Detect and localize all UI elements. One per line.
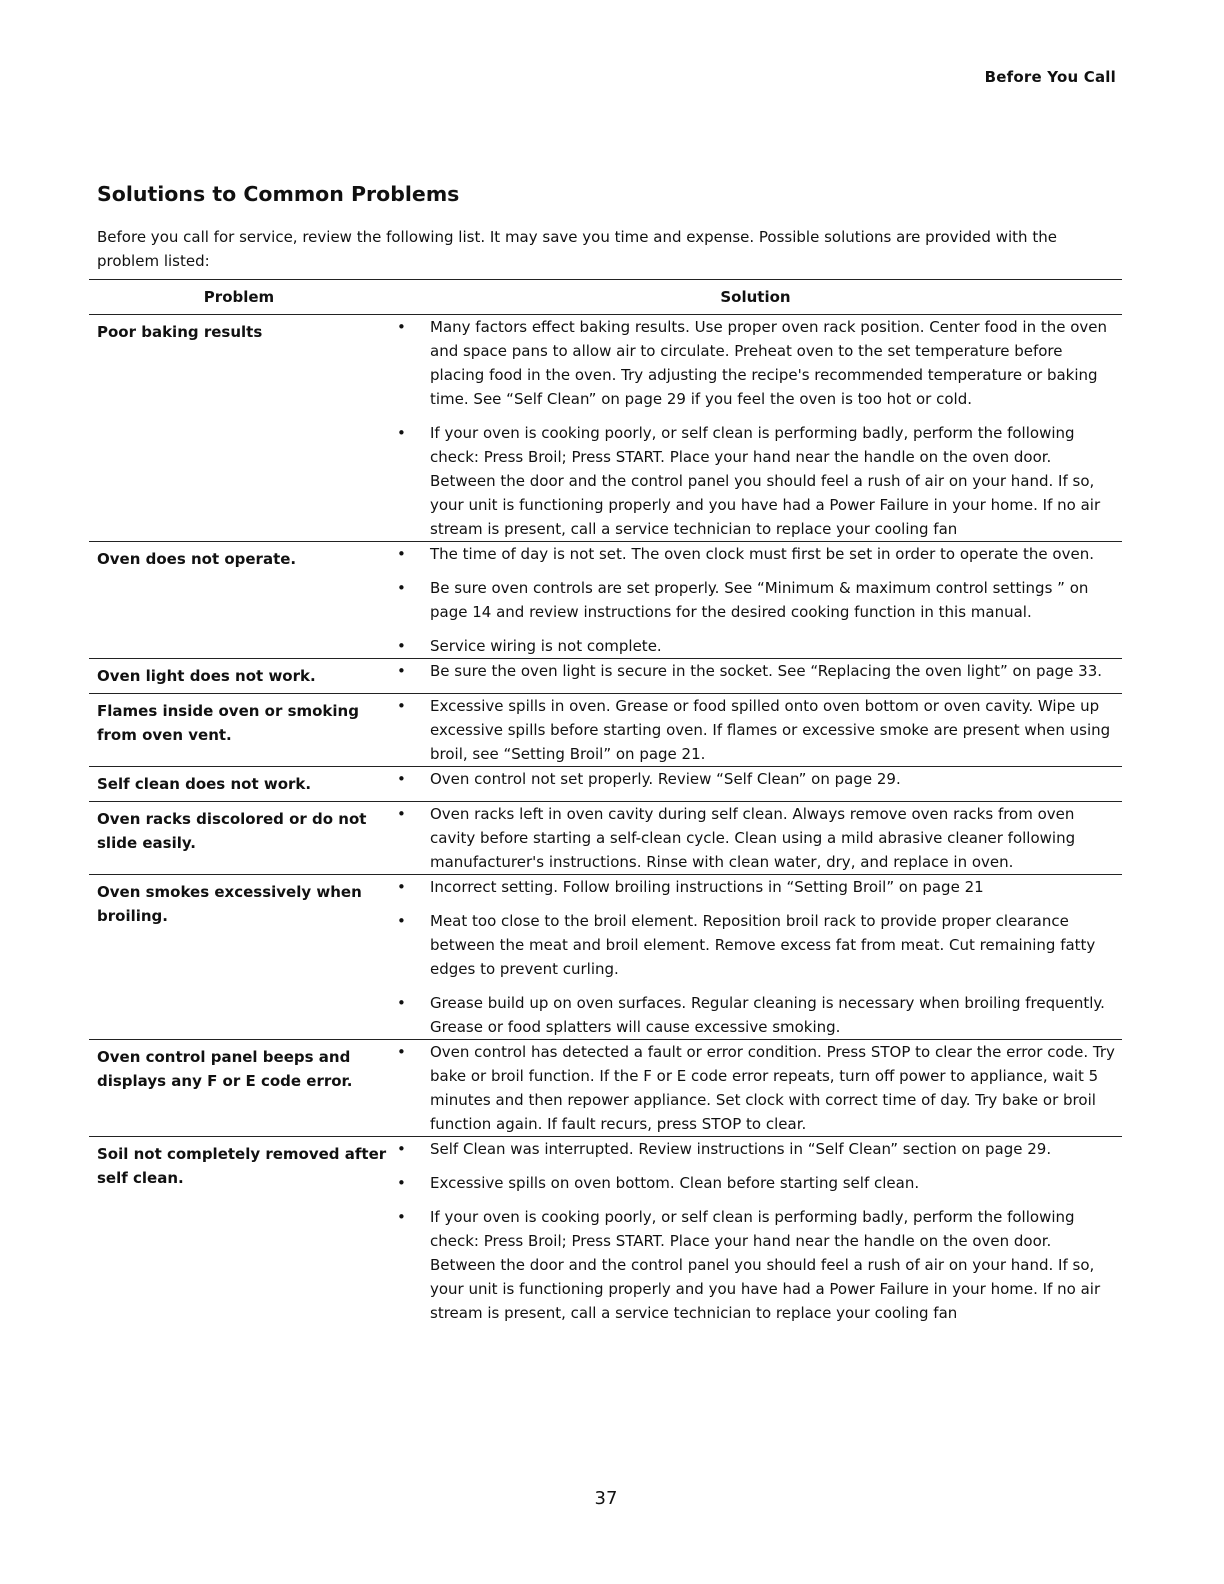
solution-text: If your oven is cooking poorly, or self clean is performing badly, perform the following check: Press Broil; Press START. Place your hand near the handle on the oven door. Between the door and the control panel you should feel a rush of air on your hand. If so, your unit is functioning properly and you have had a Power Failure in your home. If no air stream is present, call a service technician to replace your cooling fan (430, 1208, 1101, 1322)
problem-text: Poor baking results (97, 323, 263, 341)
solution-item (389, 1205, 1122, 1325)
bullet-icon: • (397, 579, 406, 597)
problem-text: Soil not completely removed after self clean. (97, 1145, 387, 1187)
page-title: Solutions to Common Problems (97, 182, 460, 206)
solution-text: Oven control has detected a fault or error condition. Press STOP to clear the error code. Try bake or broil function. If the F or E code error repeats, turn off power to appliance, wait 5 minutes and then repower appliance. Set clock with correct time of day. Try bake or broil function again. If fault recurs, press STOP to clear. (430, 1043, 1115, 1133)
solution-cell (389, 315, 1122, 542)
solution-cell (389, 875, 1122, 1040)
solution-list (389, 542, 1122, 658)
bullet-icon: • (397, 662, 406, 680)
bullet-icon: • (397, 637, 406, 655)
solution-text: Many factors effect baking results. Use proper oven rack position. Center food in the oven and space pans to allow air to circulate. Preheat oven to the set temperature before placing food in the oven. Try adjusting the recipe's recommended temperature or baking time. See “Self Clean” on page 29 if you feel the oven is too hot or cold. (430, 318, 1108, 408)
solution-text: Excessive spills on oven bottom. Clean before starting self clean. (430, 1174, 920, 1192)
solution-text: Service wiring is not complete. (430, 637, 662, 655)
bullet-icon: • (397, 697, 406, 715)
solution-list (389, 659, 1122, 683)
solution-item (389, 1040, 1122, 1136)
bullet-icon: • (397, 912, 406, 930)
solution-text: Incorrect setting. Follow broiling instructions in “Setting Broil” on page 21 (430, 878, 984, 896)
solution-text: The time of day is not set. The oven clock must first be set in order to operate the oven. (430, 545, 1094, 563)
solution-item (389, 576, 1122, 624)
problem-text: Self clean does not work. (97, 775, 312, 793)
solution-item (389, 659, 1122, 683)
solution-cell (389, 1137, 1122, 1326)
bullet-icon: • (397, 994, 406, 1012)
problem-cell (89, 315, 389, 542)
page-number: 37 (594, 1488, 618, 1509)
solution-list (389, 315, 1122, 541)
solution-item (389, 767, 1122, 791)
problem-cell (89, 802, 389, 875)
bullet-icon: • (397, 424, 406, 442)
bullet-icon: • (397, 1043, 406, 1061)
bullet-icon: • (397, 1208, 406, 1226)
bullet-icon: • (397, 770, 406, 788)
problem-cell (89, 767, 389, 802)
bullet-icon: • (397, 805, 406, 823)
solution-item (389, 421, 1122, 541)
solution-text: Oven racks left in oven cavity during self clean. Always remove oven racks from oven cavity before starting a self-clean cycle. Clean using a mild abrasive cleaner following manufacturer's instructions. Rinse with clean water, dry, and replace in oven. (430, 805, 1076, 871)
column-header-solution: Solution (389, 280, 1122, 315)
solution-item (389, 802, 1122, 874)
problem-text: Oven racks discolored or do not slide easily. (97, 810, 367, 852)
intro-paragraph: Before you call for service, review the following list. It may save you time and expense. Possible solutions are provided with the problem listed: (97, 228, 1057, 270)
table-row (89, 1040, 1122, 1137)
column-header-problem: Problem (89, 280, 389, 315)
problem-cell (89, 694, 389, 767)
problem-text: Oven control panel beeps and displays any F or E code error. (97, 1048, 353, 1090)
problem-cell (89, 1040, 389, 1137)
table-row (89, 315, 1122, 542)
problem-cell (89, 659, 389, 694)
solution-cell (389, 802, 1122, 875)
table-row (89, 659, 1122, 694)
solution-cell (389, 1040, 1122, 1137)
problem-cell (89, 875, 389, 1040)
problems-table (89, 279, 1122, 1325)
solution-list (389, 802, 1122, 874)
solution-item (389, 1137, 1122, 1161)
problem-text: Flames inside oven or smoking from oven vent. (97, 702, 359, 744)
bullet-icon: • (397, 878, 406, 896)
table-row (89, 694, 1122, 767)
solution-item (389, 634, 1122, 658)
solution-item (389, 694, 1122, 766)
solution-list (389, 1040, 1122, 1136)
problem-cell (89, 542, 389, 659)
solution-item (389, 315, 1122, 411)
solution-item (389, 1171, 1122, 1195)
table-header-row (89, 280, 1122, 315)
bullet-icon: • (397, 1174, 406, 1192)
solution-text: Excessive spills in oven. Grease or food spilled onto oven bottom or oven cavity. Wipe up excessive spills before starting oven. If flames or excessive smoke are present when using broil, see “Setting Broil” on page 21. (430, 697, 1111, 763)
solution-item (389, 909, 1122, 981)
problem-text: Oven smokes excessively when broiling. (97, 883, 362, 925)
solution-text: Oven control not set properly. Review “Self Clean” on page 29. (430, 770, 901, 788)
problem-cell (89, 1137, 389, 1326)
section-header: Before You Call (984, 68, 1116, 86)
solution-text: Self Clean was interrupted. Review instructions in “Self Clean” section on page 29. (430, 1140, 1052, 1158)
solution-text: Be sure the oven light is secure in the socket. See “Replacing the oven light” on page 33. (430, 662, 1103, 680)
solution-list (389, 875, 1122, 1039)
solution-cell (389, 767, 1122, 802)
table-row (89, 767, 1122, 802)
solution-text: Be sure oven controls are set properly. See “Minimum & maximum control settings ” on page 14 and review instructions for the desired cooking function in this manual. (430, 579, 1089, 621)
problem-text: Oven does not operate. (97, 550, 297, 568)
solution-list (389, 767, 1122, 791)
problem-text: Oven light does not work. (97, 667, 316, 685)
table-row (89, 542, 1122, 659)
solution-item (389, 991, 1122, 1039)
bullet-icon: • (397, 1140, 406, 1158)
table-row (89, 802, 1122, 875)
table-row (89, 1137, 1122, 1326)
solution-text: Meat too close to the broil element. Reposition broil rack to provide proper clearance between the meat and broil element. Remove excess fat from meat. Cut remaining fatty edges to prevent curling. (430, 912, 1096, 978)
bullet-icon: • (397, 318, 406, 336)
table-body (89, 315, 1122, 1326)
solution-list (389, 694, 1122, 766)
solution-list (389, 1137, 1122, 1325)
solution-cell (389, 542, 1122, 659)
solution-item (389, 875, 1122, 899)
bullet-icon: • (397, 545, 406, 563)
solution-item (389, 542, 1122, 566)
table-row (89, 875, 1122, 1040)
solution-text: If your oven is cooking poorly, or self clean is performing badly, perform the following check: Press Broil; Press START. Place your hand near the handle on the oven door. Between the door and the control panel you should feel a rush of air on your hand. If so, your unit is functioning properly and you have had a Power Failure in your home. If no air stream is present, call a service technician to replace your cooling fan (430, 424, 1101, 538)
solution-text: Grease build up on oven surfaces. Regular cleaning is necessary when broiling frequently. Grease or food splatters will cause excessive smoking. (430, 994, 1105, 1036)
solution-cell (389, 694, 1122, 767)
solution-cell (389, 659, 1122, 694)
